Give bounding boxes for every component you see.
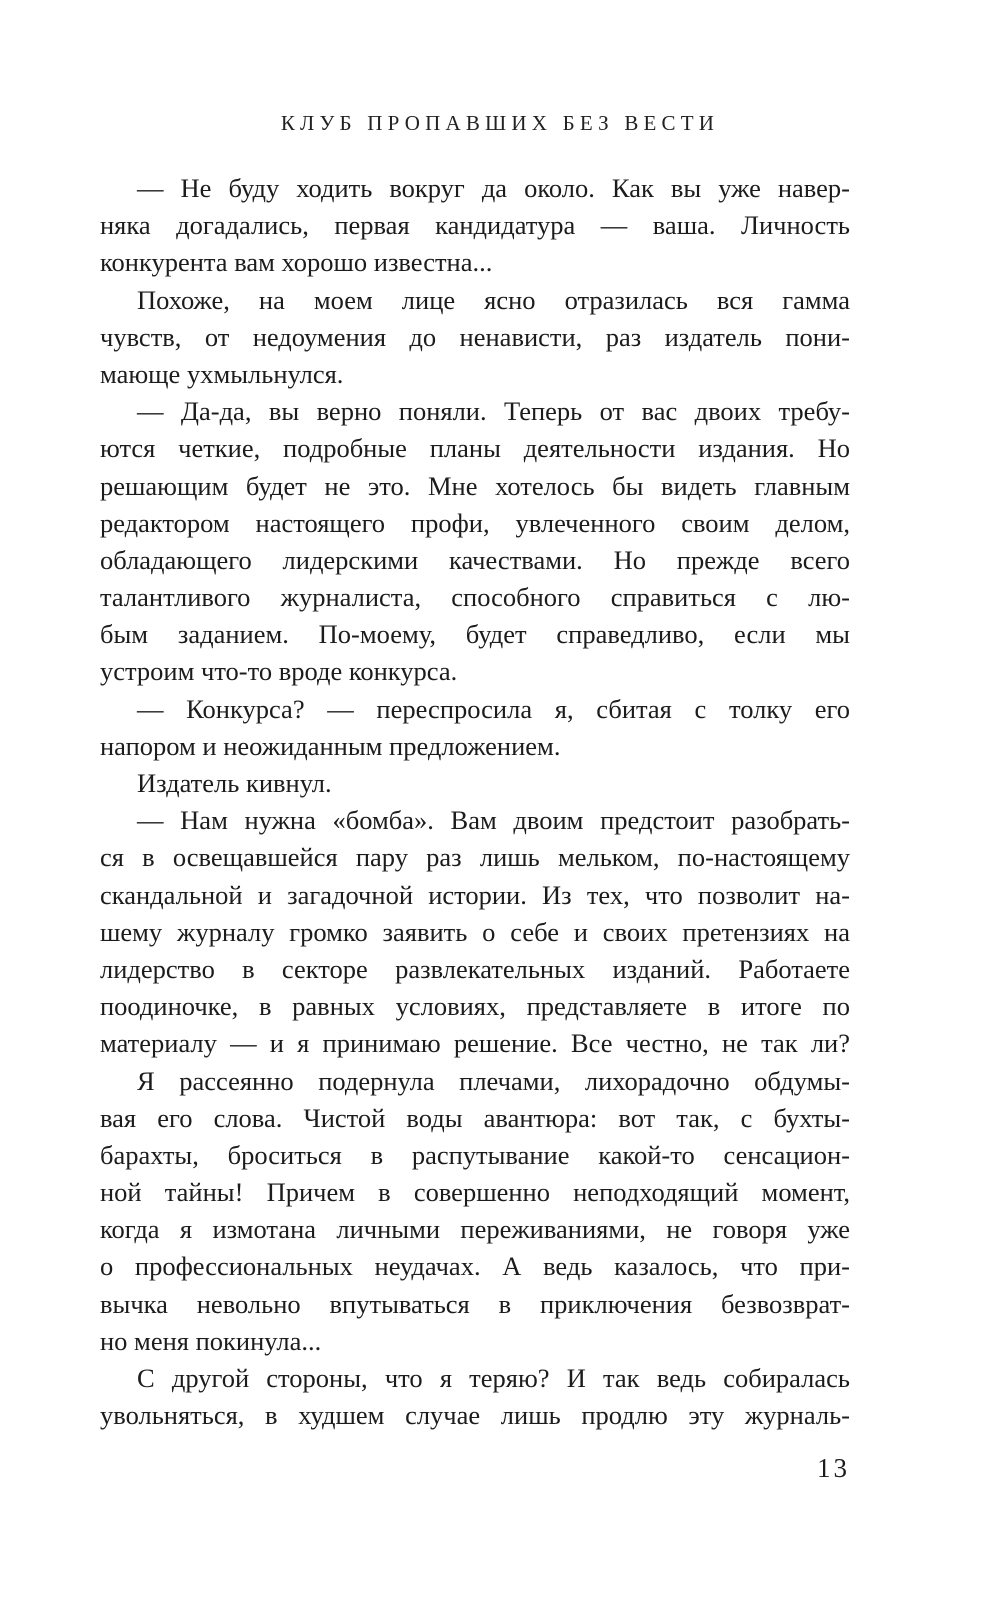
- text-line: ной тайны! Причем в совершенно неподходящий момент,: [100, 1177, 850, 1208]
- text-line: чувств, от недоумения до ненависти, раз издатель пони-: [100, 321, 850, 352]
- text-line: скандальной и загадочной истории. Из тех, что позволит на-: [100, 879, 850, 910]
- text-line: шему журналу громко заявить о себе и своих претензиях на: [100, 916, 850, 947]
- text-line: о профессиональных неудачах. А ведь казалось, что при-: [100, 1251, 850, 1282]
- text-line: — Да-да, вы верно поняли. Теперь от вас двоих требу-: [137, 396, 850, 427]
- text-line: С другой стороны, что я теряю? И так ведь собиралась: [137, 1363, 850, 1393]
- text-line: Я рассеянно подернула плечами, лихорадочно обдумы-: [137, 1065, 850, 1096]
- text-line: лидерство в секторе развлекательных изданий. Работаете: [100, 953, 850, 984]
- text-line: конкурента вам хорошо известна...: [100, 247, 493, 278]
- text-line: ся в освещавшейся пару раз лишь мельком, по-настоящему: [100, 842, 850, 873]
- text-line: Похоже, на моем лице ясно отразилась вся гамма: [137, 284, 850, 315]
- text-line: материалу — и я принимаю решение. Все честно, не так ли?: [100, 1028, 850, 1059]
- text-line: редактором настоящего профи, увлеченного своим делом,: [100, 507, 850, 538]
- text-line: решающим будет не это. Мне хотелось бы видеть главным: [100, 470, 850, 501]
- text-line: увольняться, в худшем случае лишь продлю эту журналь-: [100, 1400, 850, 1431]
- text-line: вая его слова. Чистой воды авантюра: вот так, с бухты-: [100, 1102, 850, 1133]
- text-line: когда я измотана личными переживаниями, не говоря уже: [100, 1214, 850, 1245]
- text-line: бым заданием. По-моему, будет справедливо, если мы: [100, 619, 850, 650]
- text-line: поодиночке, в равных условиях, представляете в итоге по: [100, 991, 850, 1022]
- text-line: няка догадались, первая кандидатура — ваша. Личность: [100, 210, 850, 241]
- text-line: обладающего лидерскими качествами. Но прежде всего: [100, 544, 850, 575]
- text-line: вычка невольно впутываться в приключения безвозврат-: [100, 1288, 850, 1319]
- text-line: устроим что-то вроде конкурса.: [100, 656, 458, 687]
- text-line: мающе ухмыльнулся.: [100, 358, 344, 389]
- page-number: 13: [817, 1453, 850, 1483]
- text-line: ются четкие, подробные планы деятельности издания. Но: [100, 433, 850, 464]
- running-title: КЛУБ ПРОПАВШИХ БЕЗ ВЕСТИ: [280, 111, 720, 135]
- text-line: напором и неожиданным предложением.: [100, 730, 561, 761]
- text-line: — Не буду ходить вокруг да около. Как вы уже навер-: [137, 173, 850, 203]
- text-line: барахты, броситься в распутывание какой-то сенсацион-: [100, 1139, 850, 1170]
- text-line: — Нам нужна «бомба». Вам двоим предстоит разобрать-: [137, 805, 850, 836]
- body-text: [100, 170, 850, 1434]
- text-line: но меня покинула...: [100, 1325, 322, 1356]
- text-line: — Конкурса? — переспросила я, сбитая с толку его: [137, 693, 850, 724]
- text-line: талантливого журналиста, способного справиться с лю-: [100, 582, 850, 613]
- text-line: Издатель кивнул.: [137, 768, 332, 798]
